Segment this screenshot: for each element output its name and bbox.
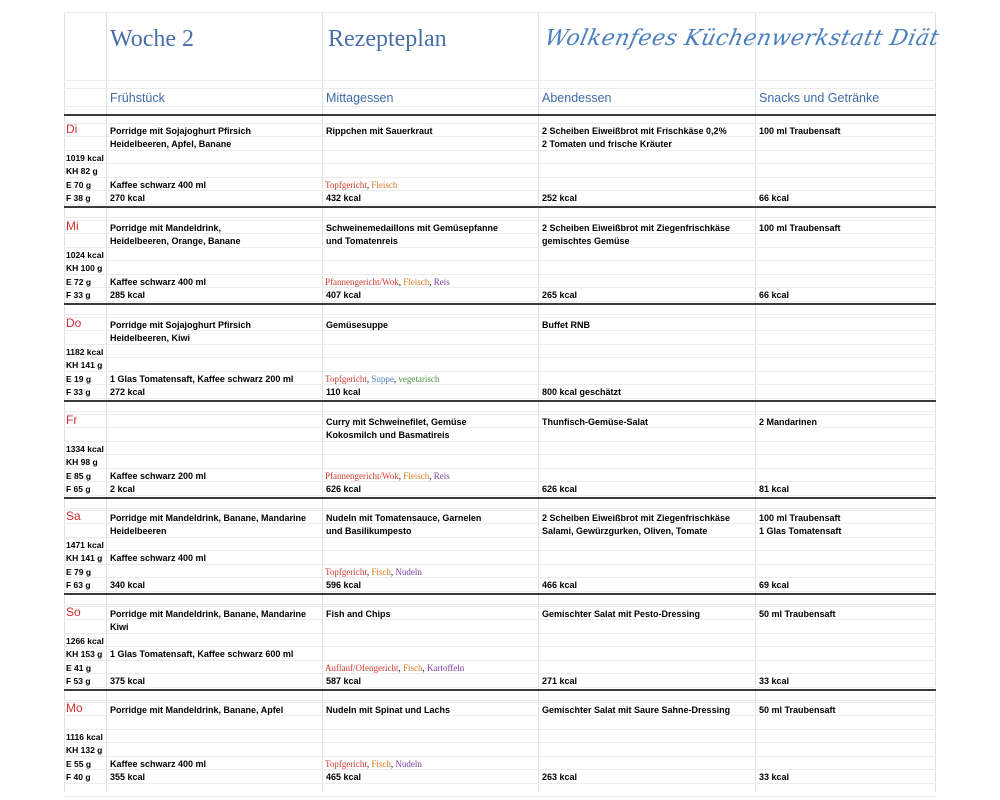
- tag-separator: ,: [390, 566, 396, 577]
- meal-calories: 466 kcal: [542, 580, 578, 591]
- tag-separator: ,: [429, 276, 434, 287]
- breakfast-item: Porridge mit Sojajoghurt Pfirsich: [110, 320, 252, 330]
- meal-calories: 66 kcal: [759, 193, 790, 204]
- grid-line: [64, 301, 936, 302]
- recipe-tag: Nudeln: [395, 566, 422, 577]
- grid-line: [935, 12, 936, 792]
- brand-title: Wolkenfees Küchenwerkstatt Diät: [542, 26, 942, 51]
- meal-calories: 252 kcal: [542, 193, 578, 204]
- recipe-tag: Topfgericht: [325, 566, 367, 577]
- fat-total: F 33 g: [66, 290, 91, 301]
- grid-line: [538, 12, 539, 792]
- column-header-snacks: Snacks und Getränke: [759, 91, 880, 105]
- fat-total: F 33 g: [66, 387, 91, 398]
- meal-calories: 587 kcal: [326, 676, 362, 687]
- column-header-breakfast: Frühstück: [110, 91, 165, 105]
- grid-line: [64, 123, 936, 124]
- breakfast-item: Heidelbeeren, Apfel, Banane: [110, 139, 232, 150]
- grid-line: [64, 411, 936, 412]
- tag-separator: ,: [366, 373, 372, 384]
- meal-calories: 271 kcal: [542, 676, 578, 687]
- carbs-total: KH 141 g: [66, 553, 103, 564]
- carbs-total: KH 82 g: [66, 166, 98, 177]
- grid-line: [755, 12, 756, 792]
- header-separator: [64, 114, 936, 116]
- calorie-total: 1471 kcal: [66, 539, 104, 550]
- recipe-tag: Pfannengericht/Wok: [325, 276, 399, 287]
- grid-line: [64, 495, 936, 496]
- calorie-total: 1116 kcal: [66, 731, 103, 742]
- day-separator: [64, 689, 936, 691]
- day-separator: [64, 206, 936, 208]
- day-separator: [64, 303, 936, 305]
- breakfast-item: Porridge mit Mandeldrink, Banane, Mandarine: [110, 609, 307, 619]
- breakfast-item: Kaffee schwarz 400 ml: [110, 758, 207, 769]
- carbs-total: KH 132 g: [66, 745, 103, 756]
- recipe-tags: [325, 276, 450, 288]
- breakfast-item: Kiwi: [110, 622, 129, 633]
- breakfast-item: Kaffee schwarz 400 ml: [110, 179, 207, 190]
- grid-line: [64, 106, 936, 107]
- protein-total: E 70 g: [66, 179, 92, 190]
- dinner-item: 2 Scheiben Eiweißbrot mit Ziegenfrischkäse: [542, 513, 731, 523]
- grid-line: [64, 317, 936, 318]
- dinner-item: 2 Tomaten und frische Kräuter: [542, 139, 672, 150]
- dinner-item: Salami, Gewürzgurken, Oliven, Tomate: [542, 526, 708, 537]
- meal-calories: 407 kcal: [326, 290, 362, 301]
- breakfast-item: Kaffee schwarz 400 ml: [110, 553, 207, 564]
- grid-line: [64, 510, 936, 511]
- lunch-item: Gemüsesuppe: [326, 320, 389, 330]
- breakfast-item: Porridge mit Mandeldrink, Banane, Apfel: [110, 705, 284, 715]
- grid-line: [64, 633, 936, 634]
- breakfast-item: Porridge mit Sojajoghurt Pfirsich: [110, 126, 252, 136]
- grid-line: [64, 508, 936, 509]
- grid-line: [322, 12, 323, 792]
- lunch-item: und Tomatenreis: [326, 236, 398, 247]
- meal-calories: 432 kcal: [326, 193, 362, 204]
- day-label: So: [66, 605, 81, 619]
- tag-separator: ,: [393, 373, 399, 384]
- protein-total: E 85 g: [66, 470, 92, 481]
- grid-line: [64, 454, 936, 455]
- meal-calories: 110 kcal: [326, 387, 361, 398]
- grid-line: [64, 700, 936, 701]
- recipe-tags: [325, 758, 422, 770]
- grid-line: [64, 550, 936, 551]
- calorie-total: 1019 kcal: [66, 152, 104, 163]
- grid-line: [64, 12, 936, 13]
- grid-line: [64, 398, 936, 399]
- fat-total: F 40 g: [66, 772, 91, 783]
- lunch-item: Kokosmilch und Basmatireis: [326, 430, 450, 441]
- snack-item: 50 ml Traubensaft: [759, 705, 836, 715]
- tag-separator: ,: [390, 758, 396, 769]
- grid-line: [64, 577, 936, 578]
- dinner-item: Thunfisch-Gemüse-Salat: [542, 417, 649, 427]
- recipe-tag: Fleisch: [403, 276, 430, 287]
- grid-line: [64, 606, 936, 607]
- snack-item: 1 Glas Tomatensaft: [759, 526, 842, 537]
- lunch-item: Nudeln mit Spinat und Lachs: [326, 705, 451, 715]
- protein-total: E 55 g: [66, 758, 92, 769]
- protein-total: E 72 g: [66, 276, 92, 287]
- recipe-tags: [325, 179, 397, 191]
- breakfast-item: Porridge mit Mandeldrink, Banane, Mandarine: [110, 513, 307, 523]
- meal-calories: 626 kcal: [326, 484, 362, 495]
- breakfast-item: Kaffee schwarz 400 ml: [110, 276, 207, 287]
- tag-separator: ,: [398, 470, 404, 481]
- breakfast-item: Porridge mit Mandeldrink,: [110, 223, 222, 233]
- tag-separator: ,: [422, 662, 427, 673]
- day-label: Fr: [66, 413, 78, 427]
- snack-item: 2 Mandarinen: [759, 417, 818, 427]
- column-header-lunch: Mittagessen: [326, 91, 394, 105]
- carbs-total: KH 98 g: [66, 457, 98, 468]
- carbs-total: KH 141 g: [66, 360, 103, 371]
- day-label: Mo: [66, 701, 83, 715]
- recipe-tag: Reis: [433, 470, 450, 481]
- grid-line: [64, 204, 936, 205]
- recipe-tag: Auflauf/Ofengericht: [325, 662, 399, 673]
- meal-calories: 800 kcal geschätzt: [542, 387, 622, 398]
- meal-calories: 2 kcal: [110, 484, 136, 495]
- recipe-tags: [325, 470, 450, 482]
- tag-separator: ,: [366, 758, 372, 769]
- grid-line: [64, 702, 936, 703]
- snack-item: 100 ml Traubensaft: [759, 126, 841, 136]
- dinner-item: Buffet RNB: [542, 320, 590, 330]
- calorie-total: 1182 kcal: [66, 346, 104, 357]
- dinner-item: gemischtes Gemüse: [542, 236, 630, 247]
- grid-line: [64, 357, 936, 358]
- protein-total: E 19 g: [66, 373, 92, 384]
- dinner-item: 2 Scheiben Eiweißbrot mit Ziegenfrischkäse: [542, 223, 731, 233]
- meal-calories: 285 kcal: [110, 290, 146, 301]
- meal-calories: 626 kcal: [542, 484, 578, 495]
- meal-calories: 69 kcal: [759, 580, 790, 591]
- meal-calories: 265 kcal: [542, 290, 578, 301]
- protein-total: E 41 g: [66, 662, 92, 673]
- meal-calories: 263 kcal: [542, 772, 578, 783]
- recipe-tag: Topfgericht: [325, 758, 367, 769]
- grid-line: [64, 441, 936, 442]
- grid-line: [64, 673, 936, 674]
- day-label: Sa: [66, 509, 81, 523]
- lunch-item: Rippchen mit Sauerkraut: [326, 126, 433, 136]
- day-label: Di: [66, 122, 78, 136]
- grid-line: [64, 796, 936, 797]
- recipe-tag: Suppe: [371, 373, 394, 384]
- meal-calories: 340 kcal: [110, 580, 146, 591]
- recipe-tag: Topfgericht: [325, 179, 367, 190]
- snack-item: 50 ml Traubensaft: [759, 609, 836, 619]
- meal-calories: 465 kcal: [326, 772, 362, 783]
- grid-line: [64, 217, 936, 218]
- grid-line: [64, 742, 936, 743]
- meal-calories: 596 kcal: [326, 580, 362, 591]
- day-separator: [64, 593, 936, 595]
- tag-separator: ,: [366, 179, 372, 190]
- breakfast-item: Kaffee schwarz 200 ml: [110, 470, 207, 481]
- grid-line: [64, 12, 65, 792]
- meal-calories: 272 kcal: [110, 387, 146, 398]
- week-title: Woche 2: [110, 26, 195, 52]
- fat-total: F 53 g: [66, 676, 91, 687]
- lunch-item: und Basilikumpesto: [326, 526, 412, 537]
- grid-line: [64, 163, 936, 164]
- meal-calories: 375 kcal: [110, 676, 146, 687]
- dinner-item: Gemischter Salat mit Saure Sahne-Dressing: [542, 705, 731, 715]
- day-separator: [64, 497, 936, 499]
- recipe-tag: Reis: [433, 276, 450, 287]
- recipe-tag: Fisch: [371, 566, 391, 577]
- fat-total: F 38 g: [66, 193, 91, 204]
- meal-calories: 66 kcal: [759, 290, 790, 301]
- tag-separator: ,: [398, 662, 403, 673]
- day-label: Mi: [66, 219, 79, 233]
- breakfast-item: 1 Glas Tomatensaft, Kaffee schwarz 200 ml: [110, 373, 294, 384]
- grid-line: [64, 414, 936, 415]
- breakfast-item: Heidelbeeren: [110, 526, 167, 537]
- grid-line: [106, 12, 107, 792]
- recipe-tag: Fleisch: [371, 179, 398, 190]
- recipe-tag: Nudeln: [395, 758, 422, 769]
- column-header-dinner: Abendessen: [542, 91, 612, 105]
- meal-calories: 355 kcal: [110, 772, 146, 783]
- fat-total: F 63 g: [66, 580, 91, 591]
- lunch-item: Schweinemedaillons mit Gemüsepfanne: [326, 223, 499, 233]
- carbs-total: KH 100 g: [66, 263, 103, 274]
- snack-item: 100 ml Traubensaft: [759, 513, 841, 523]
- recipe-tag: Fisch: [402, 662, 423, 673]
- carbs-total: KH 153 g: [66, 649, 103, 660]
- grid-line: [64, 591, 936, 592]
- grid-line: [64, 729, 936, 730]
- calorie-total: 1024 kcal: [66, 249, 104, 260]
- recipe-tag: Topfgericht: [325, 373, 367, 384]
- protein-total: E 79 g: [66, 566, 92, 577]
- recipe-tag: Kartoffeln: [426, 662, 465, 673]
- lunch-item: Nudeln mit Tomatensauce, Garnelen: [326, 513, 482, 523]
- day-separator: [64, 400, 936, 402]
- fat-total: F 65 g: [66, 484, 91, 495]
- recipe-tag: vegetarisch: [398, 373, 440, 384]
- grid-line: [64, 80, 936, 81]
- recipe-tags: [325, 662, 464, 674]
- breakfast-item: Heidelbeeren, Orange, Banane: [110, 236, 241, 247]
- recipe-tags: [325, 373, 439, 385]
- lunch-item: Curry mit Schweinefilet, Gemüse: [326, 417, 467, 427]
- recipe-tags: [325, 566, 422, 578]
- tag-separator: ,: [366, 566, 372, 577]
- meal-calories: 33 kcal: [759, 772, 790, 783]
- grid-line: [64, 687, 936, 688]
- breakfast-item: 1 Glas Tomatensaft, Kaffee schwarz 600 ml: [110, 649, 294, 660]
- day-label: Do: [66, 316, 82, 330]
- grid-line: [64, 314, 936, 315]
- recipe-tag: Pfannengericht/Wok: [325, 470, 399, 481]
- grid-line: [64, 344, 936, 345]
- tag-separator: ,: [398, 276, 404, 287]
- grid-line: [64, 604, 936, 605]
- grid-line: [64, 220, 936, 221]
- grid-line: [64, 783, 936, 784]
- grid-line: [64, 260, 936, 261]
- meal-calories: 33 kcal: [759, 676, 790, 687]
- grid-line: [64, 646, 936, 647]
- recipe-tag: Fleisch: [403, 470, 430, 481]
- dinner-item: Gemischter Salat mit Pesto-Dressing: [542, 609, 701, 619]
- tag-separator: ,: [429, 470, 434, 481]
- calorie-total: 1266 kcal: [66, 635, 104, 646]
- dinner-item: 2 Scheiben Eiweißbrot mit Frischkäse 0,2%: [542, 126, 727, 136]
- snack-item: 100 ml Traubensaft: [759, 223, 841, 233]
- grid-line: [64, 88, 936, 89]
- lunch-item: Fish and Chips: [326, 609, 391, 619]
- meal-calories: 270 kcal: [110, 193, 146, 204]
- breakfast-item: Heidelbeeren, Kiwi: [110, 333, 191, 344]
- meal-calories: 81 kcal: [759, 484, 790, 495]
- plan-title: Rezepteplan: [328, 26, 447, 52]
- calorie-total: 1334 kcal: [66, 443, 104, 454]
- recipe-tag: Fisch: [371, 758, 391, 769]
